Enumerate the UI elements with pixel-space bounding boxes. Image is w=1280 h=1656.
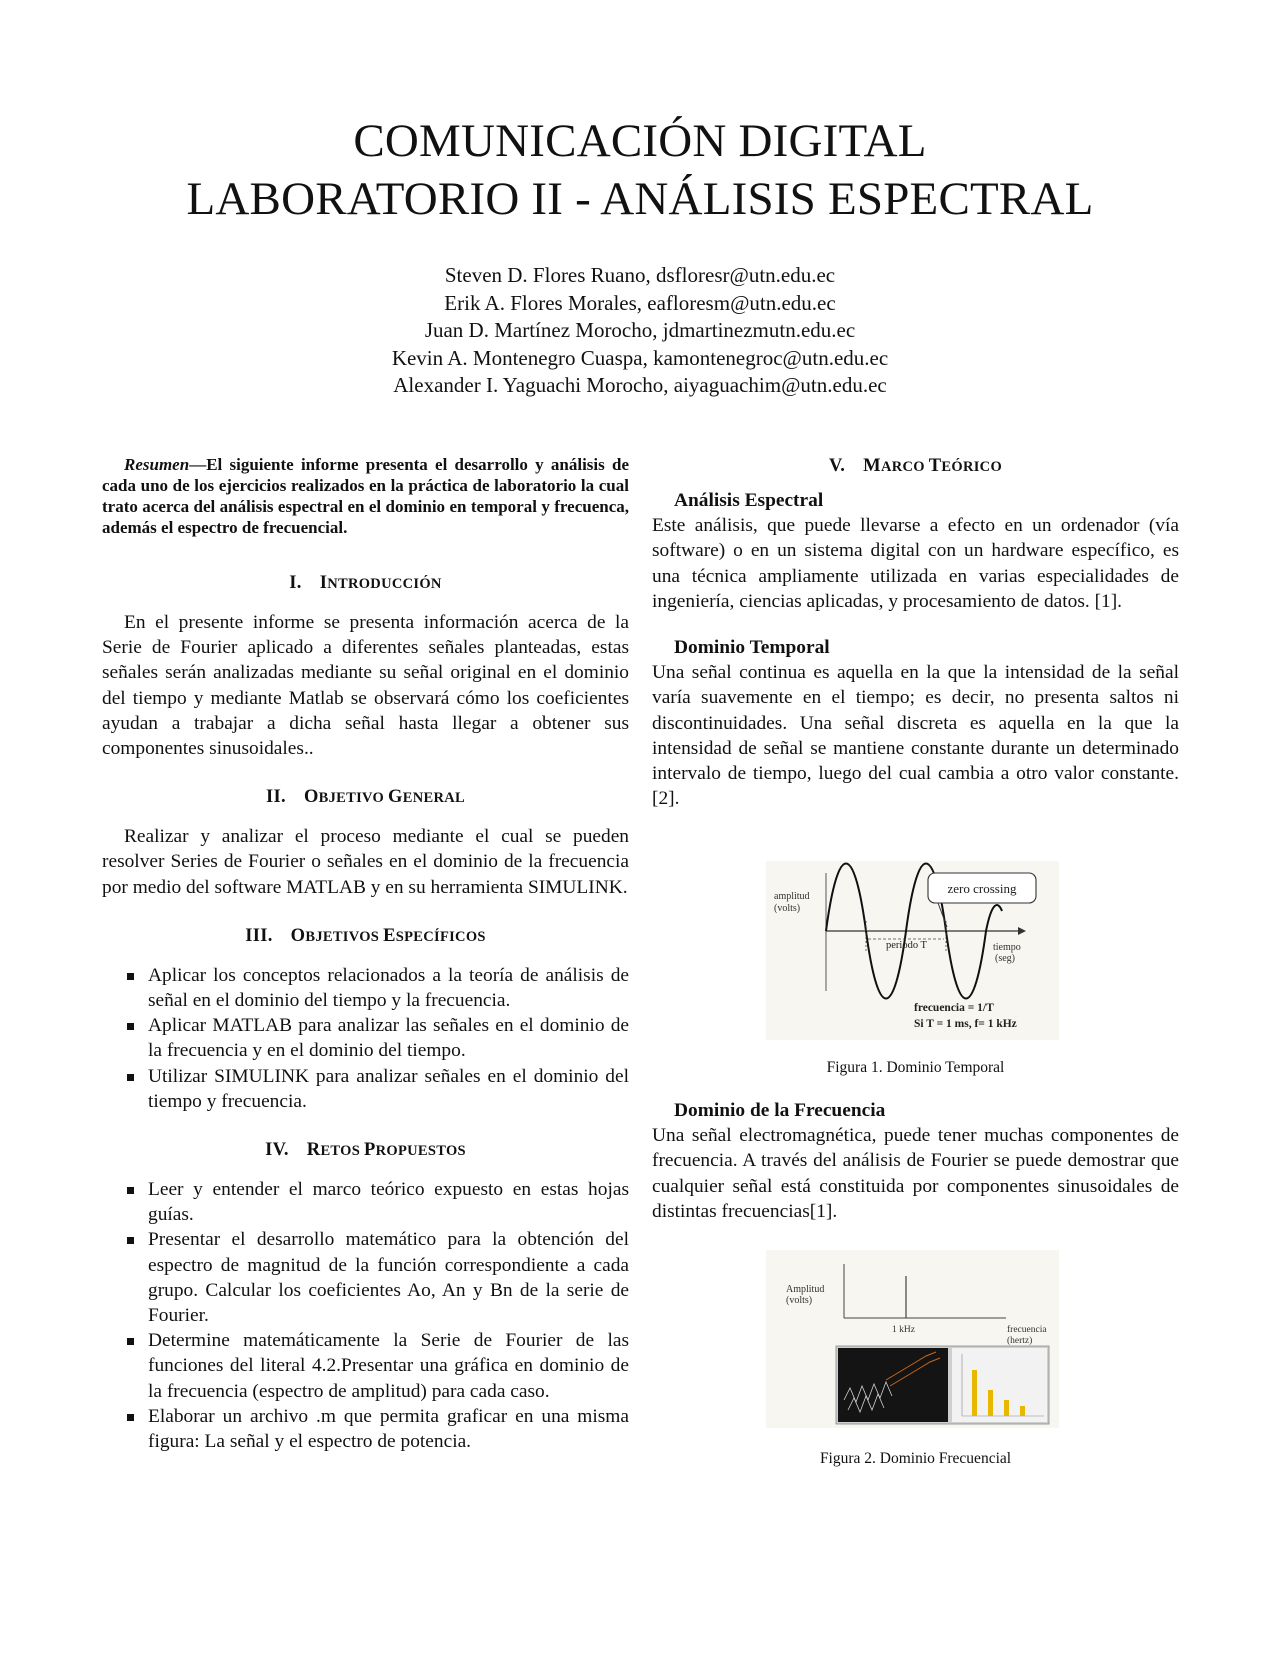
spectral-paragraph: Este análisis, que puede llevarse a efecto en un ordenador (vía software) o en un sistema digital con un hardware específico, es una técnica ampliamente utilizada en varias especialidades de ingeniería, ciencias aplicadas, y procesamiento de datos. [1]. (652, 515, 1179, 612)
abstract (102, 454, 629, 538)
challenges-list (102, 1177, 629, 1454)
list-item: Elaborar un archivo .m que permita graficar en una misma figura: La señal y el espectro de potencia. (124, 1404, 629, 1454)
author-line: Juan D. Martínez Morocho, jdmartinezmutn.edu.ec (424, 318, 856, 342)
section-heading-marco-teorico: V. MARCO TEÓRICO (828, 456, 1003, 476)
y-axis-unit: (volts) (774, 903, 801, 914)
y-axis-label: Amplitud (786, 1284, 825, 1295)
author-list (0, 262, 1280, 400)
figure-2-caption: Figura 2. Dominio Frecuencial (819, 1450, 1012, 1467)
formula-example: Si T = 1 ms, f= 1 kHz (914, 1018, 1017, 1030)
section-heading-objetivo-general: II. OBJETIVO GENERAL (266, 787, 465, 808)
section-heading-introduccion: I. INTRODUCCIÓN (289, 573, 442, 593)
specific-objectives-list (102, 963, 629, 1114)
figure-1-caption: Figura 1. Dominio Temporal (826, 1059, 1005, 1076)
author-line: Steven D. Flores Ruano, dsfloresr@utn.edu.ec (444, 263, 836, 287)
author-line: Erik A. Flores Morales, eafloresm@utn.edu.ec (444, 290, 836, 315)
callout-label: zero crossing (947, 881, 1017, 896)
bullet-icon (127, 1338, 134, 1345)
section-heading-retos-propuestos: IV. RETOS PROPUESTOS (265, 1140, 466, 1161)
subheading-dominio-frecuencia: Dominio de la Frecuencia (674, 1100, 886, 1121)
x-axis-unit: (seg) (995, 953, 1015, 964)
bullet-icon (127, 1187, 134, 1194)
author-line: Alexander I. Yaguachi Morocho, aiyaguachim@utn.edu.ec (393, 373, 887, 397)
bullet-icon (127, 1414, 134, 1421)
paper-title (0, 112, 1280, 228)
figure-1 (766, 861, 1059, 1040)
right-column-lower (652, 1098, 1179, 1224)
x-axis-label: frecuencia (1007, 1325, 1047, 1335)
section-heading-objetivos-especificos: III. OBJETIVOS ESPECÍFICOS (245, 925, 486, 946)
list-item: Determine matemáticamente la Serie de Fourier de las funciones del literal 4.2.Presentar una gráfica en dominio de la frecuencia (espectro de amplitud) para cada caso. (124, 1328, 629, 1404)
frequency-domain-figure (766, 1250, 1059, 1428)
list-item: Utilizar SIMULINK para analizar señales en el dominio del tiempo y frecuencia. (124, 1064, 629, 1114)
x-axis-label: tiempo (993, 942, 1021, 953)
list-item: Aplicar MATLAB para analizar las señales en el dominio de la frecuencia y en el dominio del tiempo. (124, 1013, 629, 1063)
x-axis-unit: (hertz) (1007, 1336, 1033, 1346)
y-axis-unit: (volts) (786, 1295, 813, 1306)
frequency-paragraph: Una señal electromagnética, puede tener muchas componentes de frecuencia. A través del análisis de Fourier se puede demostrar que cualquier señal está constituida por componentes sinusoidales de distintas frecuencias[1]. (652, 1125, 1179, 1222)
subheading-dominio-temporal: Dominio Temporal (674, 637, 830, 659)
abstract-text: —El siguiente informe presenta el desarrollo y análisis de cada uno de los ejercicios realizados en la práctica de laboratorio la cual trato acerca del análisis espectral en el dominio en temporal y frecuenca, además el espectro de frecuencial. (102, 455, 629, 537)
figure-2 (766, 1250, 1059, 1428)
list-item: Presentar el desarrollo matemático para la obtención del espectro de magnitud de la función correspondiente a cada grupo. Calcular los coeficientes Ao, An y Bn de la serie de Fourier. (124, 1227, 629, 1328)
subheading-analisis-espectral: Análisis Espectral (674, 490, 824, 511)
time-domain-figure (766, 861, 1059, 1040)
list-item: Aplicar los conceptos relacionados a la teoría de análisis de señal en el dominio del tiempo y la frecuencia. (124, 963, 629, 1013)
bullet-icon (127, 1023, 134, 1030)
formula-frequency: frecuencia = 1/T (914, 1002, 994, 1014)
title-line-1: COMUNICACIÓN DIGITAL (353, 115, 927, 167)
temporal-paragraph: Una señal continua es aquella en la que la intensidad de la señal varía suavemente en el tiempo; es decir, no presenta saltos ni discontinuidades. Una señal discreta es aquella en la que la intensidad de señal se mantiene constante durante un determinado intervalo de tiempo, luego del cual cambia a otro valor constante. [2]. (652, 662, 1179, 810)
author-line: Kevin A. Montenegro Cuaspa, kamontenegroc@utn.edu.ec (391, 345, 889, 370)
intro-paragraph: En el presente informe se presenta información acerca de la Serie de Fourier aplicado a diferentes señales planteadas, estas señales serán analizadas mediante su señal original en el dominio del tiempo y mediante Matlab se observará cómo los coeficientes ayudan a trabajar a dicha señal hasta llegar a obtener sus componentes sinusoidales.. (102, 612, 629, 760)
tick-label: 1 kHz (892, 1325, 915, 1335)
list-item: Leer y entender el marco teórico expuesto en estas hojas guías. (124, 1177, 629, 1227)
bullet-icon (127, 973, 134, 980)
y-axis-label: amplitud (774, 891, 810, 902)
objective-paragraph: Realizar y analizar el proceso mediante el cual se pueden resolver Series de Fourier o señales en el dominio de la frecuencia por medio del software MATLAB y en su herramienta SIMULINK. (102, 826, 629, 898)
title-line-2: LABORATORIO II - ANÁLISIS ESPECTRAL (186, 173, 1094, 225)
right-column (652, 454, 1179, 811)
left-column (102, 454, 629, 1454)
abstract-keyword: Resumen (124, 455, 190, 474)
bullet-icon (127, 1237, 134, 1244)
bullet-icon (127, 1074, 134, 1081)
period-label: periodo T (886, 940, 927, 951)
